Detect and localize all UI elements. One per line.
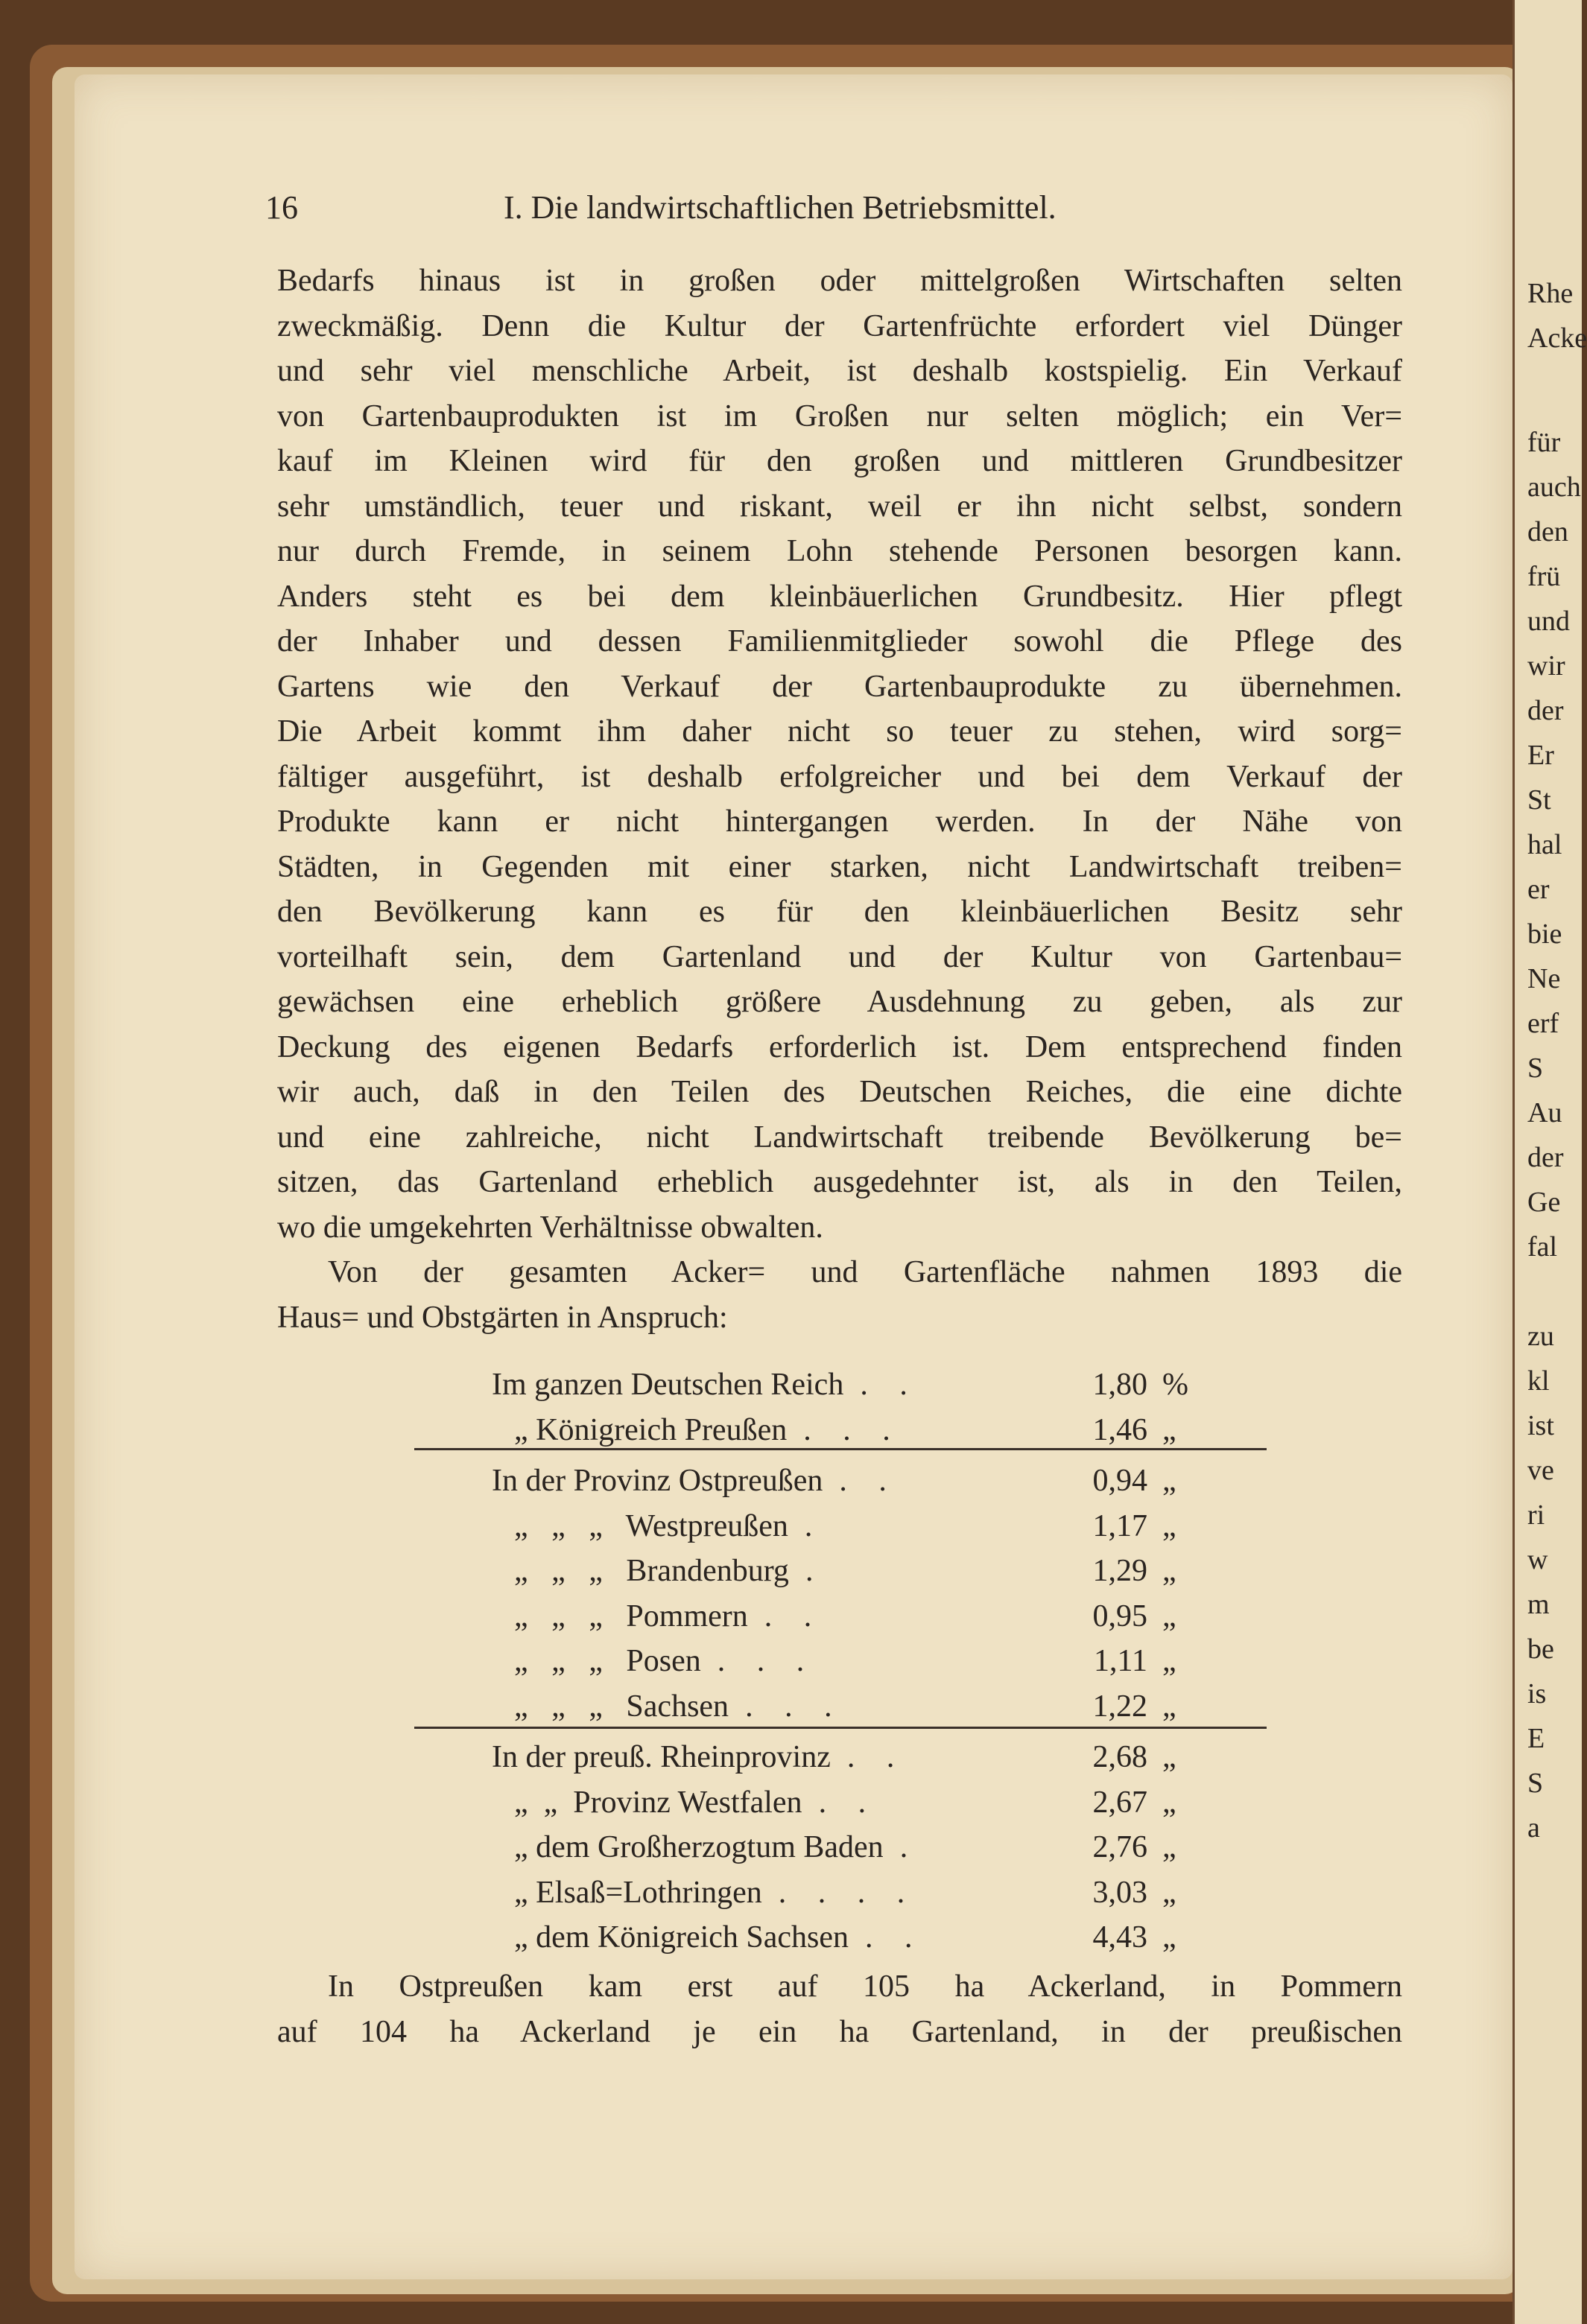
next-page-fragment: wir xyxy=(1527,650,1565,682)
next-page-fragment: der xyxy=(1527,1142,1564,1173)
text-line: wir auch, daß in den Teilen des Deutschen Reiches, die eine dichte xyxy=(277,1075,1402,1109)
row-unit: % xyxy=(1162,1368,1188,1402)
text-line: Haus= und Obstgärten in Anspruch: xyxy=(277,1300,728,1335)
leader-dots: . . . xyxy=(745,1689,844,1724)
next-page-fragment: erf xyxy=(1527,1008,1559,1039)
row-label-group xyxy=(492,1459,899,1502)
next-page-fragment: m xyxy=(1527,1589,1550,1620)
row-label: „ dem Großherzogtum Baden xyxy=(514,1830,884,1864)
text-line: gewächsen eine erheblich größere Ausdehnung zu geben, als zur xyxy=(277,985,1402,1019)
leader-dots: . . xyxy=(818,1785,878,1820)
leader-dots: . xyxy=(804,1508,825,1543)
next-page-fragment: Ge xyxy=(1527,1187,1561,1218)
table-row xyxy=(0,1595,1490,1638)
row-unit: „ xyxy=(1162,1554,1176,1588)
table-row xyxy=(0,1639,1490,1683)
row-label-group xyxy=(492,1363,919,1406)
row-label-group xyxy=(514,1549,825,1593)
next-page-fragment: S xyxy=(1527,1768,1544,1799)
row-value: 1,17 xyxy=(1092,1508,1147,1543)
table-row xyxy=(0,1409,1490,1452)
next-page-fragment: er xyxy=(1527,874,1550,905)
table-row xyxy=(0,1871,1490,1914)
table-row xyxy=(0,1685,1490,1728)
next-page-fragment: Ne xyxy=(1527,963,1561,994)
next-page-fragment: und xyxy=(1527,606,1570,637)
leader-dots: . . xyxy=(839,1464,899,1498)
text-line: fältiger ausgeführt, ist deshalb erfolgreicher und bei dem Verkauf der xyxy=(277,759,1402,794)
table-row xyxy=(0,1781,1490,1824)
row-value: 1,22 xyxy=(1092,1689,1147,1724)
text-line: sitzen, das Gartenland erheblich ausgedehnter ist, als in den Teilen, xyxy=(277,1165,1402,1199)
next-page-fragment: a xyxy=(1527,1812,1540,1844)
next-page-fragment: ist xyxy=(1527,1410,1554,1441)
text-line: der Inhaber und dessen Familienmitglieder sowohl die Pflege des xyxy=(277,624,1402,658)
row-label-group xyxy=(514,1916,925,1959)
text-line: von Gartenbauprodukten ist im Großen nur selten möglich; ein Ver= xyxy=(277,399,1402,434)
row-label: „ „ „ Westpreußen xyxy=(514,1508,788,1543)
row-label-group xyxy=(514,1409,902,1452)
row-label: „ Elsaß=Lothringen xyxy=(514,1875,762,1910)
row-value: 3,03 xyxy=(1092,1875,1147,1910)
row-label-group xyxy=(514,1595,823,1638)
row-label-group xyxy=(514,1505,824,1548)
text-line: und eine zahlreiche, nicht Landwirtschaft treibende Bevölkerung be= xyxy=(277,1120,1402,1155)
page-number: 16 xyxy=(265,189,298,226)
text-line: Die Arbeit kommt ihm daher nicht so teuer zu stehen, wird sorg= xyxy=(277,714,1402,749)
text-line: kauf im Kleinen wird für den großen und mittleren Grundbesitzer xyxy=(277,444,1402,478)
row-unit: „ xyxy=(1162,1689,1176,1724)
leader-dots: . . xyxy=(865,1920,925,1955)
table-row xyxy=(0,1736,1490,1779)
row-value: 2,68 xyxy=(1092,1740,1147,1774)
row-unit: „ xyxy=(1162,1875,1176,1910)
next-page-fragment: auch xyxy=(1527,472,1581,503)
next-page-fragment: Er xyxy=(1527,740,1554,771)
leader-dots: . . xyxy=(846,1740,907,1774)
leader-dots: . xyxy=(899,1830,920,1864)
row-value: 0,94 xyxy=(1092,1464,1147,1498)
text-line: nur durch Fremde, in seinem Lohn stehende Personen besorgen kann. xyxy=(277,534,1402,568)
row-label: „ „ Provinz Westfalen xyxy=(514,1785,802,1820)
table-rule xyxy=(414,1727,1267,1729)
text-line: Deckung des eigenen Bedarfs erforderlich ist. Dem entsprechend finden xyxy=(277,1029,1402,1064)
text-line: Anders steht es bei dem kleinbäuerlichen Grundbesitz. Hier pflegt xyxy=(277,579,1402,614)
next-page-fragment: ri xyxy=(1527,1499,1545,1531)
next-page-fragment: Acke xyxy=(1527,323,1587,354)
next-page-fragment: fal xyxy=(1527,1231,1558,1263)
next-page-fragment: Rhe xyxy=(1527,278,1574,309)
row-unit: „ xyxy=(1162,1464,1176,1498)
row-label-group xyxy=(492,1736,906,1779)
row-unit: „ xyxy=(1162,1644,1176,1678)
leader-dots: . . xyxy=(860,1368,919,1402)
row-value: 4,43 xyxy=(1092,1920,1147,1955)
running-title: I. Die landwirtschaftlichen Betriebsmittel. xyxy=(504,189,1057,226)
text-line: den Bevölkerung kann es für den kleinbäuerlichen Besitz sehr xyxy=(277,895,1402,929)
row-label-group xyxy=(514,1685,844,1728)
table-row xyxy=(0,1826,1490,1869)
row-value: 2,67 xyxy=(1092,1785,1147,1820)
row-label: „ Königreich Preußen xyxy=(514,1412,788,1447)
next-page-fragment: frü xyxy=(1527,561,1561,592)
next-page-fragment: ve xyxy=(1527,1455,1554,1486)
next-page-fragment: zu xyxy=(1527,1321,1554,1352)
row-unit: „ xyxy=(1162,1508,1176,1543)
text-line: Produkte kann er nicht hintergangen werden. In der Nähe von xyxy=(277,804,1402,839)
text-line: auf 104 ha Ackerland je ein ha Gartenland, in der preußischen xyxy=(277,2014,1402,2049)
row-label: „ „ „ Pommern xyxy=(514,1598,748,1634)
table-row xyxy=(0,1363,1490,1406)
row-value: 1,80 xyxy=(1092,1368,1147,1402)
leader-dots: . . xyxy=(764,1598,824,1634)
text-line: Gartens wie den Verkauf der Gartenbauprodukte zu übernehmen. xyxy=(277,669,1402,704)
table-row xyxy=(0,1549,1490,1593)
page-header xyxy=(265,186,1413,231)
next-page-fragment: E xyxy=(1527,1723,1545,1754)
text-line: Bedarfs hinaus ist in großen oder mittelgroßen Wirtschaften selten xyxy=(277,264,1402,298)
next-page-fragment: für xyxy=(1527,427,1561,458)
row-value: 1,11 xyxy=(1094,1644,1147,1678)
text-line: wo die umgekehrten Verhältnisse obwalten. xyxy=(277,1210,823,1245)
text-line: zweckmäßig. Denn die Kultur der Gartenfrüchte erfordert viel Dünger xyxy=(277,308,1402,343)
row-unit: „ xyxy=(1162,1920,1176,1955)
table-row xyxy=(0,1459,1490,1502)
next-page-fragment: bie xyxy=(1527,918,1562,950)
table-rule xyxy=(414,1448,1267,1450)
row-label: „ dem Königreich Sachsen xyxy=(514,1920,849,1955)
leader-dots: . . . xyxy=(717,1644,817,1678)
next-page-fragment: hal xyxy=(1527,829,1562,860)
row-label-group xyxy=(514,1826,919,1869)
row-unit: „ xyxy=(1162,1785,1176,1820)
leader-dots: . . . . xyxy=(778,1875,917,1910)
table-row xyxy=(0,1916,1490,1959)
text-line: und sehr viel menschliche Arbeit, ist deshalb kostspielig. Ein Verkauf xyxy=(277,354,1402,388)
next-page-fragment: w xyxy=(1527,1544,1548,1575)
row-label: In der preuß. Rheinprovinz xyxy=(492,1740,831,1774)
table-row xyxy=(0,1505,1490,1548)
row-value: 1,29 xyxy=(1092,1554,1147,1588)
next-page-fragment: St xyxy=(1527,784,1551,816)
next-page-fragment: is xyxy=(1527,1678,1547,1709)
row-label: In der Provinz Ostpreußen xyxy=(492,1464,823,1498)
row-label-group xyxy=(514,1871,916,1914)
row-unit: „ xyxy=(1162,1412,1176,1447)
text-line: Städten, in Gegenden mit einer starken, nicht Landwirtschaft treiben= xyxy=(277,849,1402,884)
row-value: 1,46 xyxy=(1092,1412,1147,1447)
next-page-fragment: der xyxy=(1527,695,1564,726)
leader-dots: . xyxy=(805,1554,826,1588)
row-label: Im ganzen Deutschen Reich xyxy=(492,1368,844,1402)
row-label: „ „ „ Brandenburg xyxy=(514,1554,789,1588)
row-label: „ „ „ Posen xyxy=(514,1644,701,1678)
next-page-fragment: S xyxy=(1527,1053,1544,1084)
row-label-group xyxy=(514,1639,816,1683)
row-label: „ „ „ Sachsen xyxy=(514,1689,729,1724)
text-line: Von der gesamten Acker= und Gartenfläche nahmen 1893 die xyxy=(328,1255,1402,1289)
leader-dots: . . . xyxy=(803,1412,902,1447)
next-page-fragment: Au xyxy=(1527,1097,1562,1128)
text-line: vorteilhaft sein, dem Gartenland und der Kultur von Gartenbau= xyxy=(277,939,1402,974)
text-line: sehr umständlich, teuer und riskant, weil er ihn nicht selbst, sondern xyxy=(277,489,1402,524)
row-unit: „ xyxy=(1162,1830,1176,1864)
text-line: In Ostpreußen kam erst auf 105 ha Ackerland, in Pommern xyxy=(328,1969,1402,2004)
next-page-fragment: be xyxy=(1527,1634,1554,1665)
next-page-fragment: den xyxy=(1527,516,1568,547)
row-label-group xyxy=(514,1781,878,1824)
row-value: 2,76 xyxy=(1092,1830,1147,1864)
row-unit: „ xyxy=(1162,1598,1176,1634)
row-value: 0,95 xyxy=(1092,1598,1147,1634)
next-page-fragment: kl xyxy=(1527,1365,1550,1397)
row-unit: „ xyxy=(1162,1740,1176,1774)
